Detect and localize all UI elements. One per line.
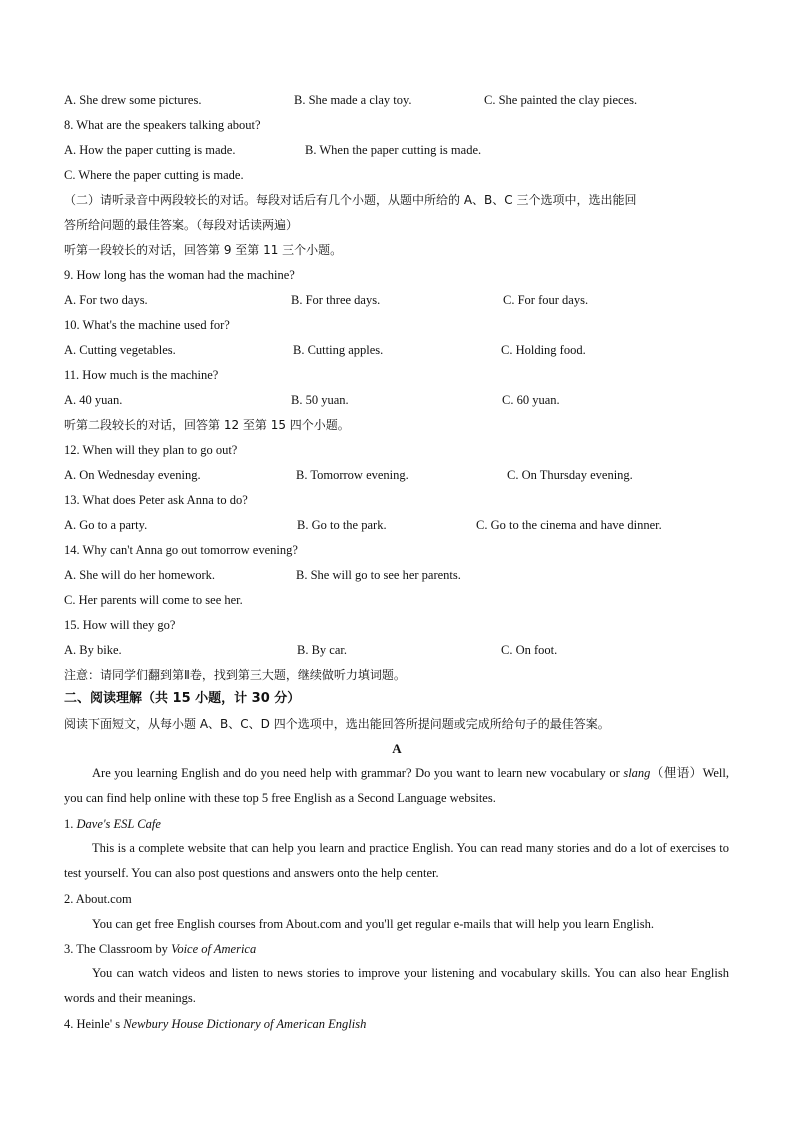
q7-option-a: A. She drew some pictures. (64, 93, 202, 107)
q11-option-c: C. 60 yuan. (502, 393, 560, 407)
q13-option-c: C. Go to the cinema and have dinner. (476, 518, 662, 532)
dialog2-intro: 听第二段较长的对话，回答第 12 至第 15 四个小题。 (64, 418, 350, 432)
q9-option-b: B. For three days. (291, 293, 381, 307)
q10-option-c: C. Holding food. (501, 343, 586, 357)
intro-text-1: Are you learning English and do you need help with grammar? Do you want to learn new vocabulary or (92, 766, 624, 780)
item3-title: Voice of America (171, 942, 257, 956)
item4-prefix: 4. Heinle' s (64, 1017, 124, 1031)
passage-intro (64, 761, 729, 811)
q12-option-b: B. Tomorrow evening. (296, 468, 409, 482)
q15-option-c: C. On foot. (501, 643, 558, 657)
q14-option-c: C. Her parents will come to see her. (64, 593, 243, 607)
q13-option-b: B. Go to the park. (297, 518, 387, 532)
section-instruction-line2: 答所给问题的最佳答案。（每段对话读两遍） (64, 218, 299, 232)
item2-text: You can get free English courses from About.com and you'll get regular e-mails that will help you learn English. (92, 917, 654, 931)
q8-option-a: A. How the paper cutting is made. (64, 143, 236, 157)
item4-heading (64, 1016, 366, 1032)
q8-question: 8. What are the speakers talking about? (64, 118, 261, 132)
q10-option-a: A. Cutting vegetables. (64, 343, 176, 357)
q12-option-c: C. On Thursday evening. (507, 468, 633, 482)
note-line: 注意：请同学们翻到第Ⅱ卷，找到第三大题，继续做听力填词题。 (64, 668, 406, 682)
item3-text: You can watch videos and listen to news stories to improve your listening and vocabulary skills. You can also hear English words and their meanings. (64, 966, 729, 1005)
reading-instruction: 阅读下面短文，从每小题 A、B、C、D 四个选项中，选出能回答所提问题或完成所给句子的最佳答案。 (64, 717, 610, 731)
q10-option-b: B. Cutting apples. (293, 343, 384, 357)
q13-question: 13. What does Peter ask Anna to do? (64, 493, 248, 507)
item4-title: Newbury House Dictionary of American English (123, 1017, 367, 1031)
intro-text-2: （俚语）Well, you can find help online with these top 5 free English as a Second Language websites. (64, 766, 729, 805)
q11-option-a: A. 40 yuan. (64, 393, 123, 407)
q11-question: 11. How much is the machine? (64, 368, 219, 382)
q12-question: 12. When will they plan to go out? (64, 443, 238, 457)
reading-section-heading: 二、阅读理解（共 15 小题，计 30 分） (64, 691, 301, 706)
item1-number: 1. (64, 817, 77, 831)
q13-option-a: A. Go to a party. (64, 518, 148, 532)
q9-option-c: C. For four days. (503, 293, 589, 307)
q15-option-a: A. By bike. (64, 643, 122, 657)
q14-option-b: B. She will go to see her parents. (296, 568, 461, 582)
item3-heading (64, 941, 256, 957)
q15-question: 15. How will they go? (64, 618, 176, 632)
q9-option-a: A. For two days. (64, 293, 148, 307)
item1-text: This is a complete website that can help you learn and practice English. You can read many stories and do a lot of exercises to test yourself. You can also post questions and answers onto the help center. (64, 841, 729, 880)
q8-option-c: C. Where the paper cutting is made. (64, 168, 244, 182)
q8-option-b: B. When the paper cutting is made. (305, 143, 482, 157)
item1-heading (64, 816, 161, 832)
q7-option-b: B. She made a clay toy. (294, 93, 412, 107)
q10-question: 10. What's the machine used for? (64, 318, 230, 332)
q12-option-a: A. On Wednesday evening. (64, 468, 201, 482)
section-instruction-line1: （二）请听录音中两段较长的对话。每段对话后有几个小题，从题中所给的 A、B、C 三个选项中，选出能回 (64, 193, 637, 207)
item3-prefix: 3. The Classroom by (64, 942, 172, 956)
dialog1-intro: 听第一段较长的对话，回答第 9 至第 11 三个小题。 (64, 243, 343, 257)
passage-label: A (392, 741, 402, 756)
q9-question: 9. How long has the woman had the machine? (64, 268, 295, 282)
q7-option-c: C. She painted the clay pieces. (484, 93, 638, 107)
item1-title: Dave's ESL Cafe (76, 817, 161, 831)
q11-option-b: B. 50 yuan. (291, 393, 349, 407)
q15-option-b: B. By car. (297, 643, 347, 657)
intro-slang: slang (623, 766, 651, 780)
item2-heading: 2. About.com (64, 892, 132, 906)
q14-question: 14. Why can't Anna go out tomorrow evening? (64, 543, 298, 557)
q14-option-a: A. She will do her homework. (64, 568, 216, 582)
